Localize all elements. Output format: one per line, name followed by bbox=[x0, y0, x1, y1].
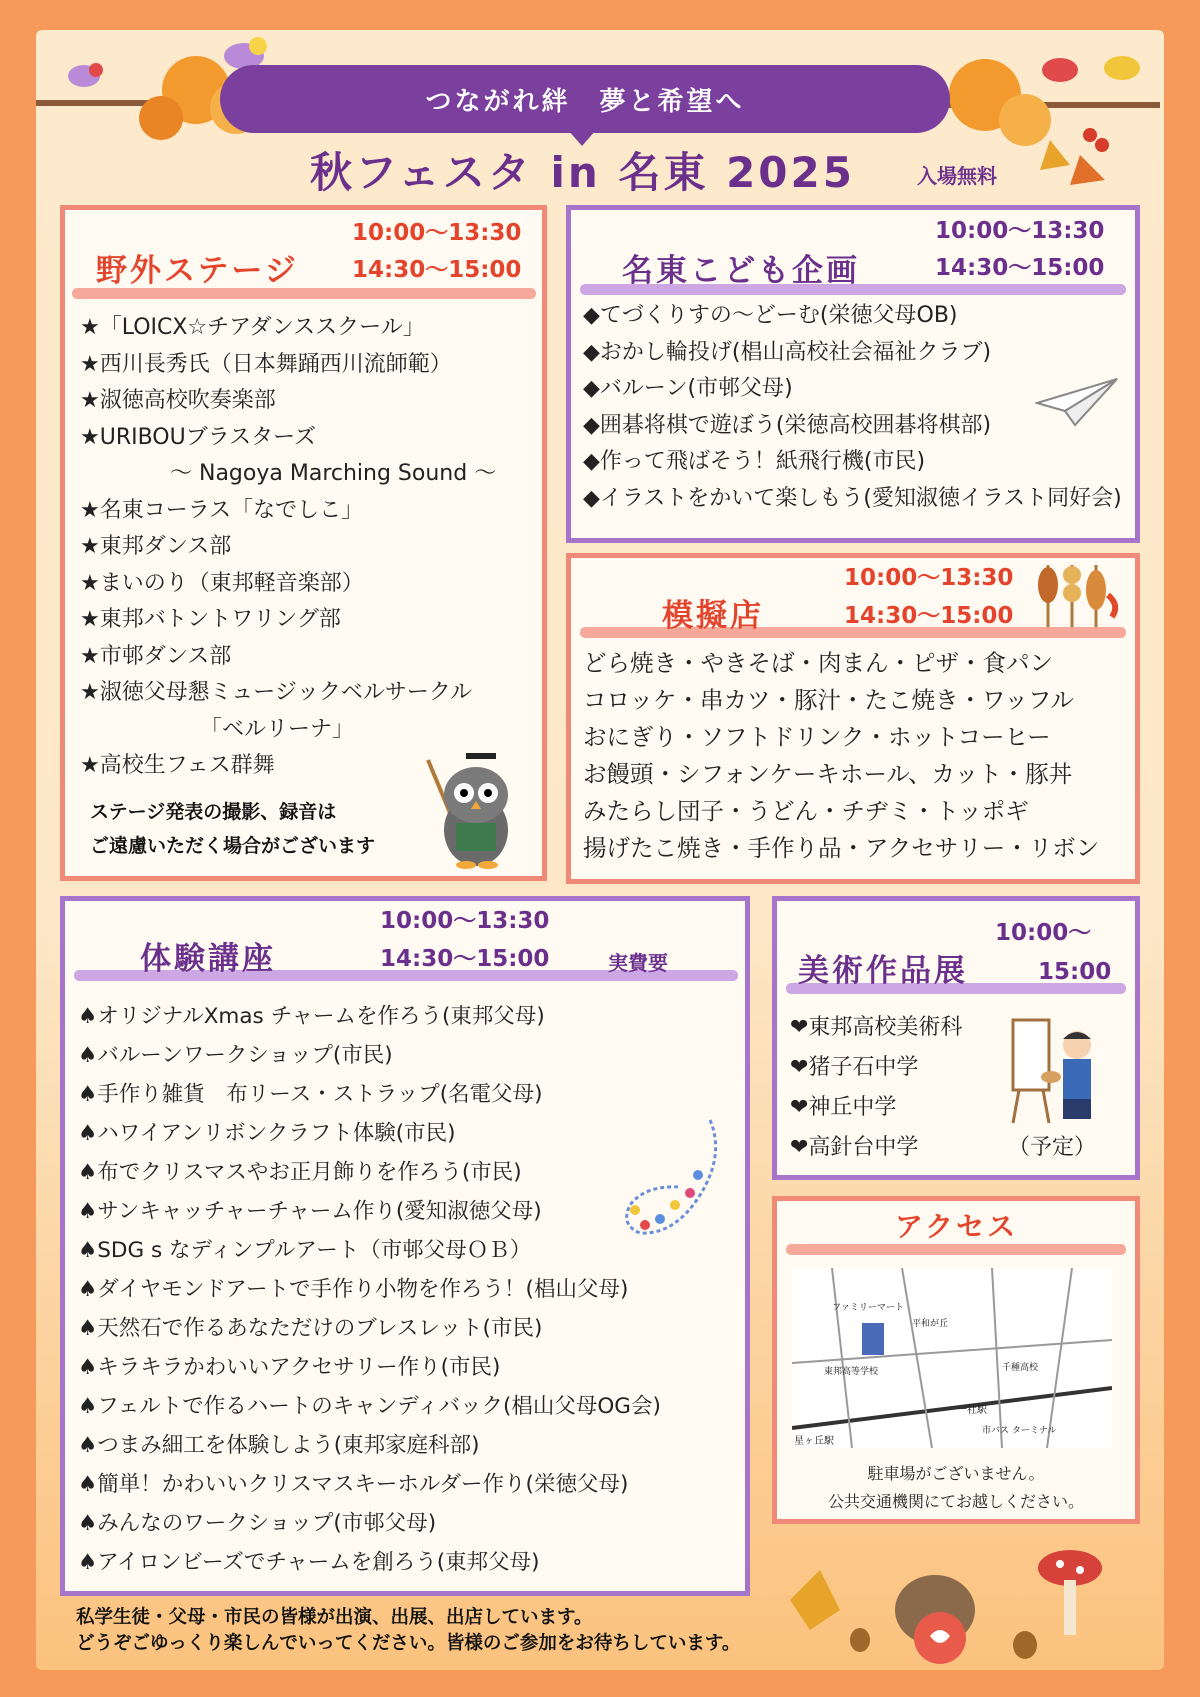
list-item: ❤神丘中学 bbox=[790, 1095, 897, 1120]
art-time-1: 10:00～ bbox=[995, 920, 1092, 946]
skewers-illustration bbox=[1030, 555, 1125, 630]
kids-time-2: 14:30～15:00 bbox=[935, 255, 1105, 281]
admission-free-label: 入場無料 bbox=[917, 164, 997, 188]
outdoor-stage-time-1: 10:00～13:30 bbox=[352, 220, 522, 246]
list-item: ♠手作り雑貨 布リース・ストラップ(名電父母) bbox=[78, 1082, 543, 1107]
list-item: ★「LOICX☆チアダンススクール」 bbox=[80, 315, 425, 340]
stalls-menu-list bbox=[583, 645, 1099, 867]
list-item: ♠みんなのワークショップ(市邨父母) bbox=[78, 1511, 437, 1536]
list-item: ★高校生フェス群舞 bbox=[80, 753, 275, 778]
list-item: ★淑徳父母懇ミュージックベルサークル bbox=[80, 680, 473, 705]
list-item: ◆作って飛ばそう！紙飛行機(市民) bbox=[583, 449, 926, 474]
access-note-line-1: 駐車場がございません。 bbox=[867, 1464, 1045, 1483]
list-item: ♠ハワイアンリボンクラフト体験(市民) bbox=[78, 1121, 456, 1146]
list-item: ♠バルーンワークショップ(市民) bbox=[78, 1043, 393, 1068]
event-title: 秋フェスタ in 名東 2025 bbox=[310, 148, 855, 197]
hedgehog-mushroom-illustration bbox=[780, 1540, 1150, 1665]
footer-message bbox=[76, 1605, 740, 1657]
list-item: ❤高針台中学 bbox=[790, 1135, 919, 1160]
list-item: ♠つまみ細工を体験しよう(東邦家庭科部) bbox=[78, 1433, 480, 1458]
list-item: ◆おかし輪投げ(椙山高校社会福祉クラブ) bbox=[583, 339, 992, 365]
list-item: ◆囲碁将棋で遊ぼう(栄徳高校囲碁将棋部) bbox=[583, 412, 992, 438]
stalls-time-2: 14:30～15:00 bbox=[844, 603, 1014, 629]
access-title-band bbox=[786, 1244, 1126, 1255]
list-item: ♠SDG s なディンプルアート（市邨父母ＯＢ） bbox=[78, 1238, 532, 1263]
list-item: ❤東邦高校美術科 bbox=[790, 1015, 963, 1040]
access-note bbox=[786, 1460, 1126, 1516]
notice-line-1: ステージ発表の撮影、録音は bbox=[90, 801, 337, 823]
slogan-banner bbox=[220, 65, 950, 133]
workshops-title: 体験講座 bbox=[140, 941, 276, 977]
map-label-bus-terminal: 市バス ターミナル bbox=[982, 1426, 1057, 1436]
list-item: コロッケ・串カツ・豚汁・たこ焼き・ワッフル bbox=[583, 686, 1074, 714]
outdoor-stage-time-2: 14:30～15:00 bbox=[352, 257, 522, 283]
map-label-station-1: 一社駅 bbox=[957, 1405, 987, 1416]
list-item: ◆イラストをかいて楽しもう(愛知淑徳イラスト同好会) bbox=[583, 485, 1122, 511]
list-item: ♠天然石で作るあなただけのブレスレット(市民) bbox=[78, 1316, 543, 1341]
list-item: ♠ダイヤモンドアートで手作り小物を作ろう！(椙山父母) bbox=[78, 1277, 629, 1302]
list-item: ★名東コーラス「なでしこ」 bbox=[80, 497, 364, 523]
access-title: アクセス bbox=[895, 1210, 1019, 1243]
stalls-title: 模擬店 bbox=[662, 598, 764, 634]
list-item: どら焼き・やきそば・肉まん・ピザ・食パン bbox=[583, 649, 1053, 677]
list-item: おにぎり・ソフトドリンク・ホットコーヒー bbox=[583, 723, 1051, 751]
list-item: ♠アイロンビーズでチャームを創ろう(東邦父母) bbox=[78, 1550, 540, 1575]
map-label-familymart: ファミリーマート bbox=[832, 1303, 904, 1313]
list-item: ★淑徳高校吹奏楽部 bbox=[80, 388, 276, 413]
list-item: ～ Nagoya Marching Sound ～ bbox=[170, 461, 497, 486]
access-note-line-2: 公共交通機関にてお越しください。 bbox=[827, 1492, 1084, 1511]
stalls-time-1: 10:00～13:30 bbox=[844, 565, 1014, 591]
list-item: ♠布でクリスマスやお正月飾りを作ろう(市民) bbox=[78, 1160, 522, 1185]
notice-line-2: ご遠慮いただく場合がございます bbox=[90, 835, 376, 857]
art-title: 美術作品展 bbox=[798, 953, 968, 989]
outdoor-stage-title: 野外ステージ bbox=[96, 253, 299, 289]
kids-time-1: 10:00～13:30 bbox=[935, 218, 1105, 244]
list-item: ★東邦バトントワリング部 bbox=[80, 607, 341, 632]
bead-strap-illustration bbox=[620, 1115, 730, 1260]
map-label-heiwagaoka: 平和が丘 bbox=[912, 1319, 949, 1329]
slogan-text: つながれ絆 夢と希望へ bbox=[425, 86, 745, 117]
list-item: ♠キラキラかわいいアクセサリー作り(市民) bbox=[78, 1355, 501, 1380]
list-item: ♠フェルトで作るハートのキャンディバック(椙山父母OG会) bbox=[78, 1394, 661, 1419]
list-item: 「ベルリーナ」 bbox=[200, 716, 355, 742]
map-label-station-2: 星ヶ丘駅 bbox=[794, 1436, 834, 1447]
workshops-fee-label: 実費要 bbox=[608, 951, 668, 975]
list-item: ★西川長秀氏（日本舞踊西川流師範） bbox=[80, 351, 452, 377]
list-item: ★まいのり（東邦軽音楽部） bbox=[80, 570, 364, 596]
list-item: ◆てづくりすの～どーむ(栄徳父母OB) bbox=[583, 303, 958, 328]
list-item: ❤猪子石中学 bbox=[790, 1055, 919, 1080]
art-tentative-label: （予定） bbox=[1008, 1135, 1097, 1160]
kids-title: 名東こども企画 bbox=[622, 253, 860, 289]
map-label-school: 東邦高等学校 bbox=[824, 1367, 879, 1377]
list-item: ★東邦ダンス部 bbox=[80, 534, 232, 559]
map-label-senior-high: 千種高校 bbox=[1002, 1363, 1039, 1373]
stage-photo-notice bbox=[90, 795, 375, 863]
workshops-list bbox=[78, 997, 748, 1582]
list-item: みたらし団子・うどん・チヂミ・トッポギ bbox=[583, 797, 1029, 825]
workshops-time-1: 10:00～13:30 bbox=[380, 908, 550, 934]
list-item: ◆バルーン(市邨父母) bbox=[583, 376, 793, 401]
paper-plane-illustration bbox=[1035, 375, 1120, 430]
list-item: ♠サンキャッチャーチャーム作り(愛知淑徳父母) bbox=[78, 1199, 542, 1224]
list-item: ♠オリジナルXmas チャームを作ろう(東邦父母) bbox=[78, 1004, 545, 1029]
workshops-time-2: 14:30～15:00 bbox=[380, 946, 550, 972]
owl-teacher-illustration bbox=[418, 745, 523, 870]
list-item: ★URIBOUブラスターズ bbox=[80, 424, 316, 450]
access-map bbox=[792, 1268, 1112, 1448]
list-item: ★市邨ダンス部 bbox=[80, 643, 232, 669]
list-item: お饅頭・シフォンケーキホール、カット・豚丼 bbox=[583, 760, 1073, 788]
outdoor-stage-list bbox=[80, 310, 540, 785]
footer-line-1: 私学生徒・父母・市民の皆様が出演、出展、出店しています。 bbox=[76, 1607, 593, 1628]
footer-line-2: どうぞごゆっくり楽しんでいってください。皆様のご参加をお待ちしています。 bbox=[76, 1633, 741, 1654]
list-item: 揚げたこ焼き・手作り品・アクセサリー・リボン bbox=[583, 834, 1100, 862]
art-time-2: 15:00 bbox=[1038, 959, 1112, 985]
list-item: ♠簡単！かわいいクリスマスキーホルダー作り(栄徳父母) bbox=[78, 1472, 629, 1497]
painter-illustration bbox=[1005, 1015, 1105, 1125]
